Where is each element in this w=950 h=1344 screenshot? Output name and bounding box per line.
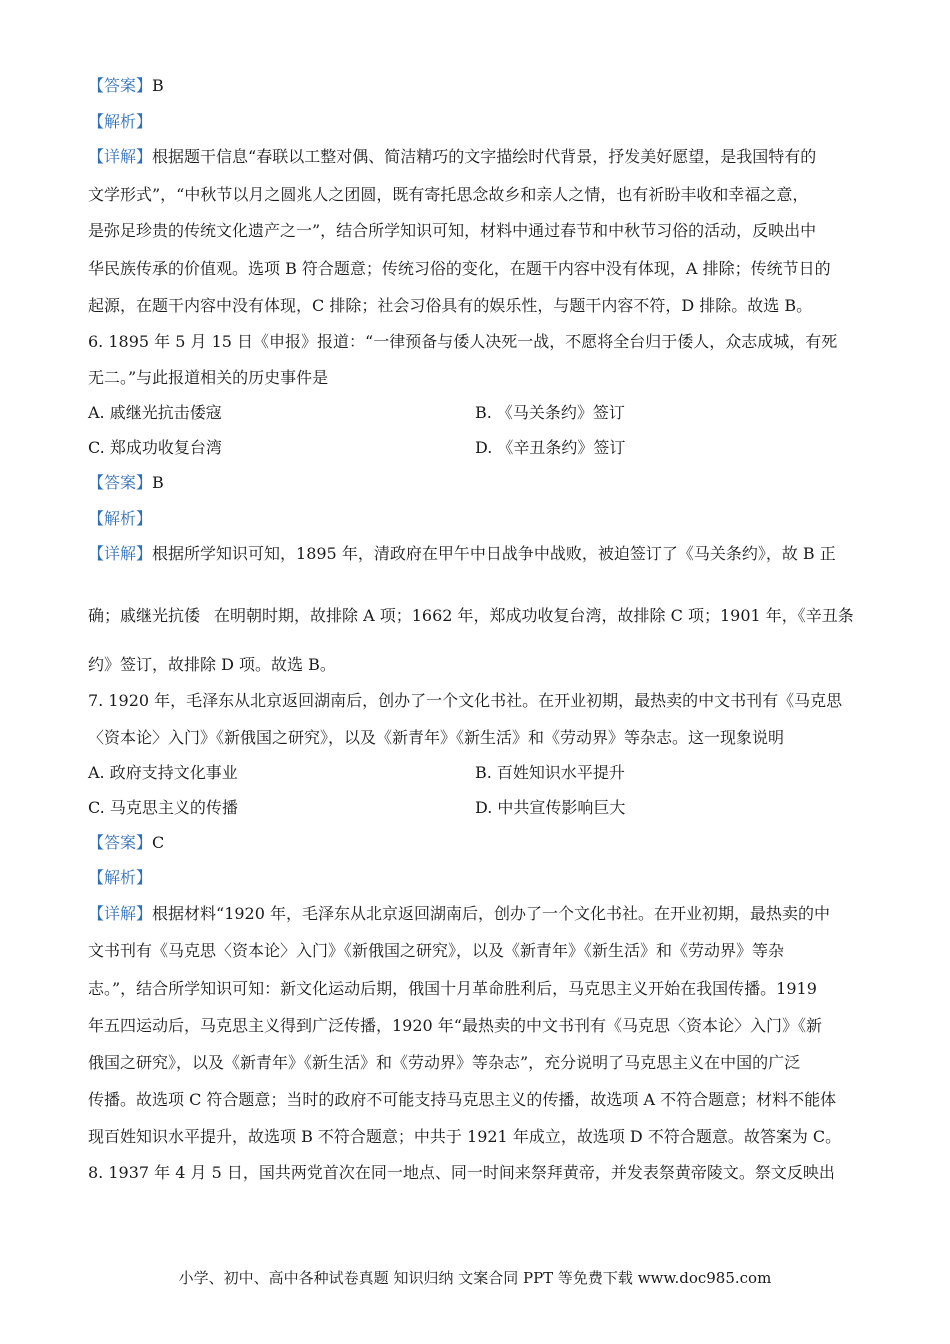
detail-text-b: 在明朝时期，故排除 A 项；1662 年，郑成功收复台湾，故排除 C 项；1901 年，《辛丑条 — [214, 606, 854, 625]
detail-tag: 【详解】 — [88, 904, 153, 923]
detail-line-q6-2 — [88, 606, 868, 626]
answer-tag: 【答案】 — [88, 833, 153, 852]
analysis-tag: 【解析】 — [88, 868, 153, 887]
answer-line-q6 — [88, 473, 868, 493]
q7-option-d: D. 中共宣传影响巨大 — [475, 798, 626, 817]
answer-tag: 【答案】 — [88, 76, 153, 95]
q6-option-b: B. 《马关条约》签订 — [475, 403, 625, 422]
detail-line-q5-2: 文学形式”，“中秋节以月之圆兆人之团圆，既有寄托思念故乡和亲人之情，也有祈盼丰收和幸福之意， — [88, 185, 809, 204]
detail-tag: 【详解】 — [88, 147, 153, 166]
detail-line-q7-2: 文书刊有《马克思〈资本论〉入门》《新俄国之研究》，以及《新青年》《新生活》和《劳动界》等杂 — [88, 941, 785, 960]
answer-line-q5 — [88, 76, 868, 96]
detail-line-q7-3: 志。”，结合所学知识可知：新文化运动后期，俄国十月革命胜利后，马克思主义开始在我国传播。1919 — [88, 979, 817, 998]
q7-option-c: C. 马克思主义的传播 — [88, 798, 238, 817]
detail-text-a: 确；戚继光抗倭 — [88, 606, 201, 625]
detail-line-q5-5: 起源，在题干内容中没有体现，C 排除；社会习俗具有的娱乐性，与题干内容不符，D 排除。故选 B。 — [88, 296, 813, 315]
answer-value: B — [152, 76, 164, 95]
detail-line-q7-7: 现百姓知识水平提升，故选项 B 不符合题意；中共于 1921 年成立，故选项 D 不符合题意。故答案为 C。 — [88, 1127, 842, 1146]
analysis-tag: 【解析】 — [88, 112, 153, 131]
detail-text: 根据材料“1920 年，毛泽东从北京返回湖南后，创办了一个文化书社。在开业初期，最热卖的中 — [152, 904, 831, 923]
analysis-heading-q5 — [88, 112, 868, 132]
detail-line-q5-4: 华民族传承的价值观。选项 B 符合题意；传统习俗的变化，在题干内容中没有体现，A 排除；传统节日的 — [88, 259, 831, 278]
q7-option-a: A. 政府支持文化事业 — [88, 763, 238, 782]
detail-line-q5-1 — [88, 147, 868, 167]
question-7-stem-2: 〈资本论〉入门》《新俄国之研究》，以及《新青年》《新生活》和《劳动界》等杂志。这一现象说明 — [88, 728, 785, 747]
detail-tag: 【详解】 — [88, 544, 153, 563]
detail-line-q6-3: 约》签订，故排除 D 项。故选 B。 — [88, 655, 336, 674]
detail-line-q7-6: 传播。故选项 C 符合题意；当时的政府不可能支持马克思主义的传播，故选项 A 不符合题意；材料不能体 — [88, 1090, 837, 1109]
analysis-heading-q7 — [88, 868, 868, 888]
detail-line-q5-3: 是弥足珍贵的传统文化遗产之一”，结合所学知识可知，材料中通过春节和中秋节习俗的活动，反映出中 — [88, 221, 817, 240]
question-6-stem-1: 6. 1895 年 5 月 15 日《申报》报道：“一律预备与倭人决死一战，不愿将全台归于倭人，众志成城，有死 — [88, 332, 838, 351]
detail-text: 根据题干信息“春联以工整对偶、简洁精巧的文字描绘时代背景，抒发美好愿望，是我国特有的 — [152, 147, 817, 166]
answer-tag: 【答案】 — [88, 473, 153, 492]
answer-value: B — [152, 473, 164, 492]
page-footer: 小学、初中、高中各种试卷真题 知识归纳 文案合同 PPT 等免费下载 www.doc985.com — [178, 1269, 772, 1287]
answer-line-q7 — [88, 833, 868, 853]
detail-line-q7-1 — [88, 904, 868, 924]
q6-option-d: D. 《辛丑条约》签订 — [475, 438, 626, 457]
question-6-stem-2: 无二。”与此报道相关的历史事件是 — [88, 368, 329, 387]
analysis-heading-q6 — [88, 509, 868, 529]
detail-line-q7-5: 俄国之研究》，以及《新青年》《新生活》和《劳动界》等杂志”，充分说明了马克思主义在中国的广泛 — [88, 1053, 801, 1072]
detail-line-q7-4: 年五四运动后，马克思主义得到广泛传播，1920 年“最热卖的中文书刊有《马克思〈资本论〉入门》《新 — [88, 1016, 822, 1035]
question-7-stem-1: 7. 1920 年，毛泽东从北京返回湖南后，创办了一个文化书社。在开业初期，最热卖的中文书刊有《马克思 — [88, 691, 843, 710]
answer-value: C — [152, 833, 165, 852]
analysis-tag: 【解析】 — [88, 509, 153, 528]
detail-text: 根据所学知识可知，1895 年，清政府在甲午中日战争中战败，被迫签订了《马关条约》，故 B 正 — [152, 544, 836, 563]
question-8-stem-1: 8. 1937 年 4 月 5 日，国共两党首次在同一地点、同一时间来祭拜黄帝，并发表祭黄帝陵文。祭文反映出 — [88, 1163, 835, 1182]
q6-option-c: C. 郑成功收复台湾 — [88, 438, 222, 457]
q6-option-a: A. 戚继光抗击倭寇 — [88, 403, 222, 422]
detail-line-q6-1 — [88, 544, 868, 564]
q7-option-b: B. 百姓知识水平提升 — [475, 763, 625, 782]
